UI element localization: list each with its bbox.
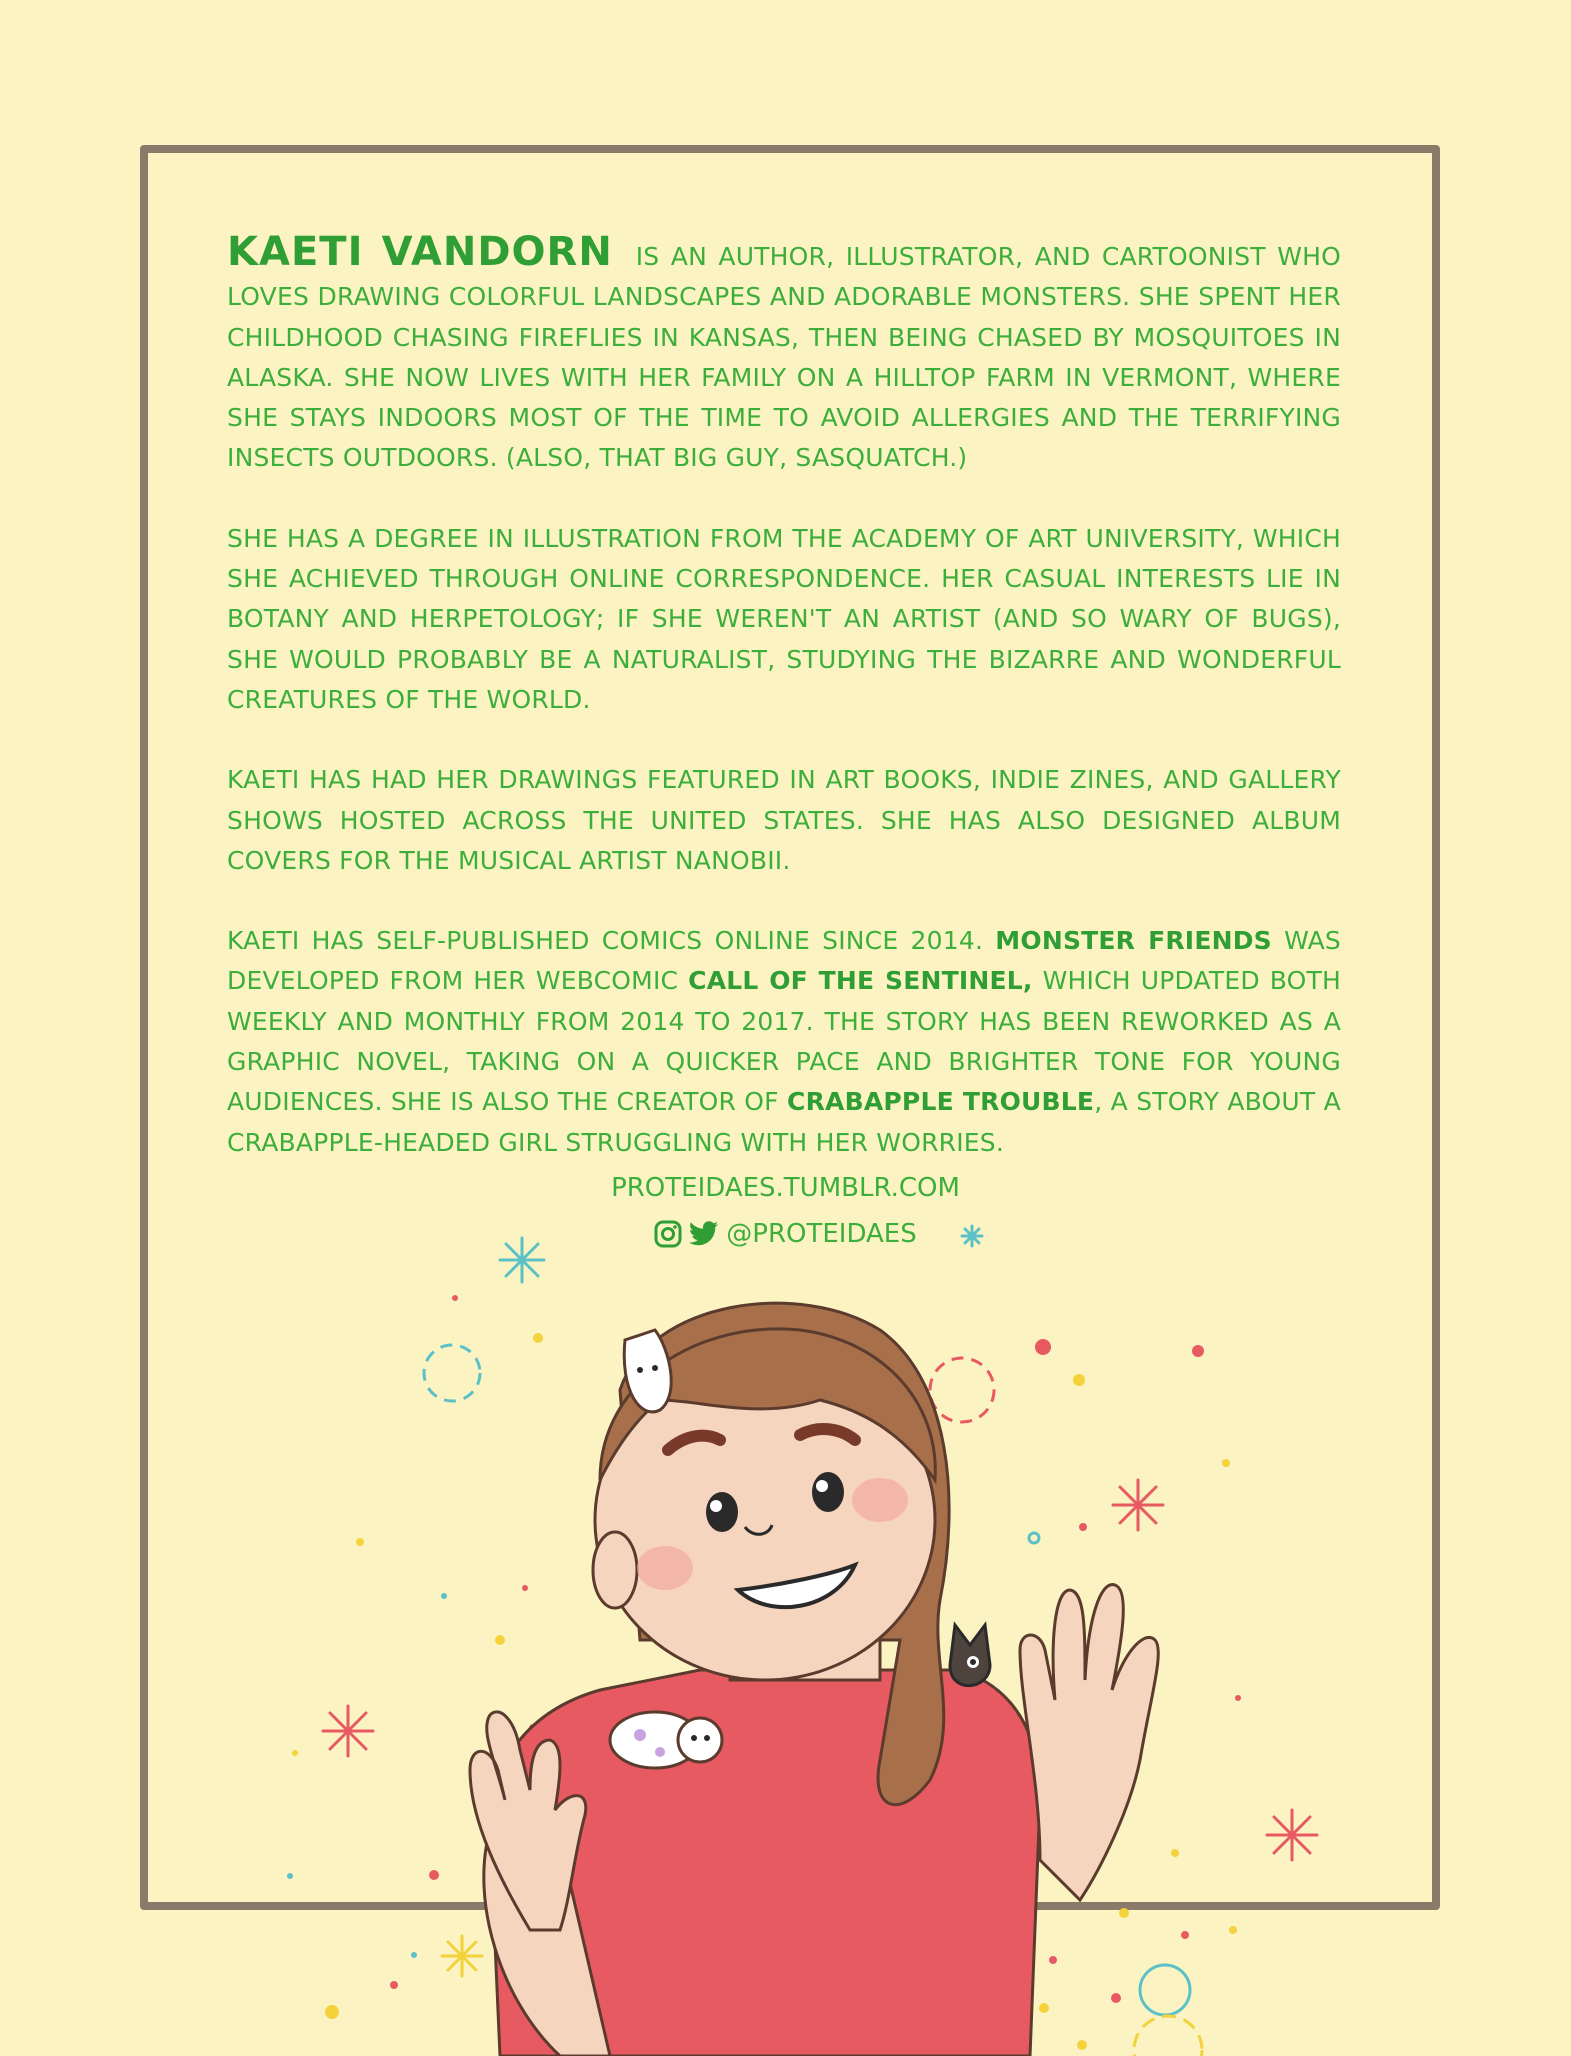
author-portrait-illustration	[0, 1150, 1571, 2056]
sparkle-icon	[442, 1936, 482, 1976]
book-title-call-of-the-sentinel: CALL OF THE SENTINEL,	[688, 966, 1033, 996]
sparkle-icon	[323, 1706, 373, 1756]
eye-icon	[812, 1472, 844, 1512]
social-handle: @PROTEIDAES	[726, 1219, 917, 1249]
bio-paragraph-4	[227, 921, 1341, 1163]
right-hand	[1020, 1585, 1158, 1900]
sparkle-icon	[500, 1238, 544, 1282]
author-name: KAETI VANDORN	[227, 229, 613, 275]
website-link[interactable]: PROTEIDAES.TUMBLR.COM	[611, 1173, 960, 1203]
bio-p4-text-c: WHICH UPDATED BOTH WEEKLY AND MONTHLY FROM 2014 TO 2017. THE STORY HAS BEEN REWORKED AS A GRAPHIC NOVEL, TAKING ON A QUICKER PACE AND BRIGHTER TONE FOR YOUNG AUDIENCES. SHE IS ALSO THE CREATOR OF	[227, 966, 1341, 1117]
author-bio	[227, 229, 1342, 1203]
bio-paragraph-3: KAETI HAS HAD HER DRAWINGS FEATURED IN ART BOOKS, INDIE ZINES, AND GALLERY SHOWS HOSTED ACROSS THE UNITED STATES. SHE HAS ALSO DESIGNED ALBUM COVERS FOR THE MUSICAL ARTIST NANOBII.	[227, 765, 1341, 875]
sparkle-icon	[1113, 1480, 1163, 1530]
bio-paragraph-2: SHE HAS A DEGREE IN ILLUSTRATION FROM THE ACADEMY OF ART UNIVERSITY, WHICH SHE ACHIEVED THROUGH ONLINE CORRESPONDENCE. HER CASUAL INTERESTS LIE IN BOTANY AND HERPETOLOGY; IF SHE WEREN'T AN ARTIST (AND SO WARY OF BUGS), SHE WOULD PROBABLY BE A NATURALIST, STUDYING THE BIZARRE AND WONDERFUL CREATURES OF THE WORLD.	[227, 523, 1341, 714]
spotted-monster	[610, 1712, 722, 1768]
cat-monster	[950, 1625, 990, 1686]
bio-p4-text-a: KAETI HAS SELF-PUBLISHED COMICS ONLINE SINCE 2014.	[227, 926, 984, 956]
bio-p1-text: IS AN AUTHOR, ILLUSTRATOR, AND CARTOONIST WHO LOVES DRAWING COLORFUL LANDSCAPES AND ADORABLE MONSTERS. SHE SPENT HER CHILDHOOD CHASING FIREFLIES IN KANSAS, THEN BEING CHASED BY MOSQUITOES IN ALASKA. SHE NOW LIVES WITH HER FAMILY ON A HILLTOP FARM IN VERMONT, WHERE SHE STAYS INDOORS MOST OF THE TIME TO AVOID ALLERGIES AND THE TERRIFYING INSECTS OUTDOORS. (ALSO, THAT BIG GUY, SASQUATCH.)	[227, 242, 1342, 473]
sparkle-icon	[962, 1226, 982, 1246]
eye-icon	[706, 1492, 738, 1532]
bio-p4-text-d: , A STORY ABOUT A CRABAPPLE-HEADED GIRL STRUGGLING WITH HER WORRIES.	[227, 1087, 1341, 1157]
bio-p4-text-b: WAS DEVELOPED FROM HER WEBCOMIC	[227, 926, 1342, 996]
book-title-crabapple-trouble: CRABAPPLE TROUBLE	[787, 1087, 1095, 1117]
bio-paragraph-1	[227, 229, 1342, 479]
sparkle-icon	[1267, 1810, 1317, 1860]
book-title-monster-friends: MONSTER FRIENDS	[995, 926, 1272, 956]
